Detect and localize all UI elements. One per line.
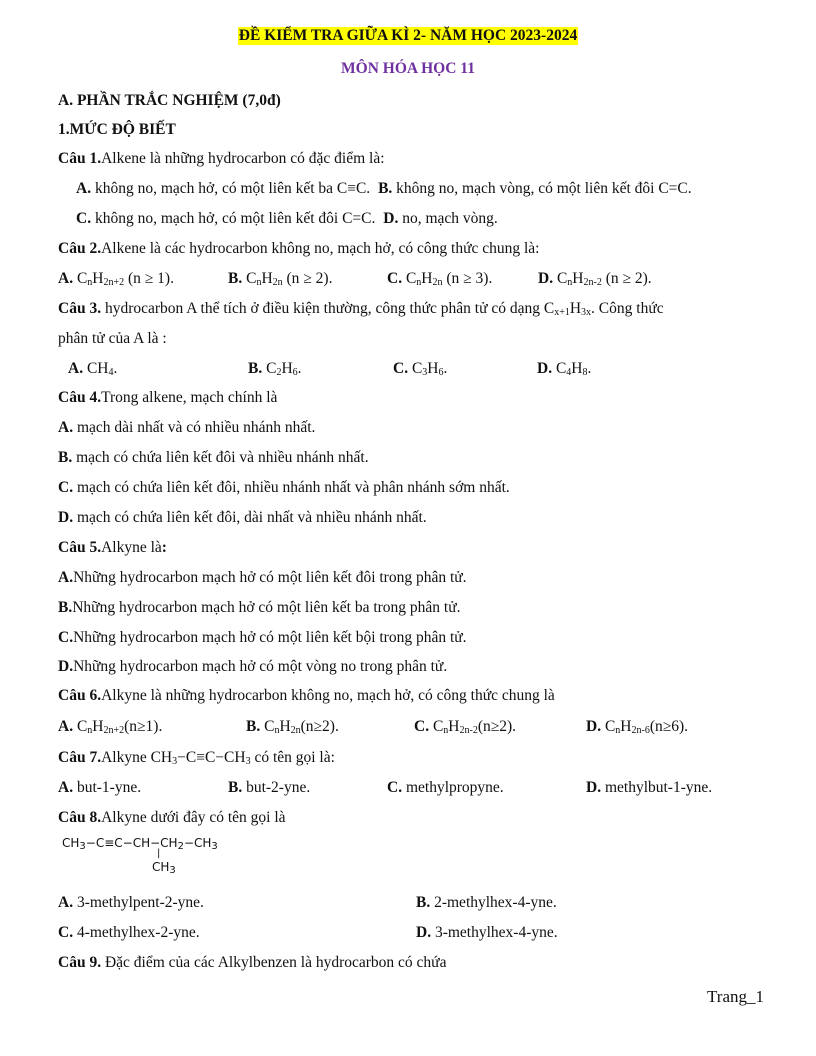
question-1 — [58, 150, 385, 168]
q8-option-d-label: D. — [416, 924, 432, 941]
q8-text: Alkyne dưới đây có tên gọi là — [101, 809, 286, 826]
q5-option-b — [58, 599, 461, 617]
structure-bond: | — [157, 848, 161, 859]
q8-option-d — [416, 924, 558, 942]
q1-option-d-label: D. — [383, 210, 399, 227]
q5-option-c-label: C. — [58, 629, 74, 646]
q1-label: Câu 1. — [58, 150, 102, 167]
q7-option-c — [387, 779, 504, 797]
q4-option-a-text: mạch dài nhất và có nhiều nhánh nhất. — [73, 419, 316, 436]
q2-option-b-label: B. — [228, 270, 243, 287]
question-4 — [58, 389, 277, 407]
q7-option-a-label: A. — [58, 779, 74, 796]
q8-option-c-text: 4-methylhex-2-yne. — [73, 924, 200, 941]
q4-option-d — [58, 509, 427, 527]
q4-option-b-label: B. — [58, 449, 73, 466]
q1-option-d: no, mạch vòng. — [398, 210, 498, 227]
q3-label: Câu 3. — [58, 300, 102, 317]
q1-option-c: không no, mạch hở, có một liên kết đôi C=C. — [91, 210, 376, 227]
q2-option-d-label: D. — [538, 270, 554, 287]
q4-text: Trong alkene, mạch chính là — [101, 389, 278, 406]
question-3: Câu 3. hydrocarbon A thể tích ở điều kiện thường, công thức phân tử có dạng $C_{x+1}H_{3x}$. Công thức — [58, 300, 664, 318]
q4-label: Câu 4. — [58, 389, 102, 406]
q6-option-b: B. $C_nH_{2n}(n\ge 2)$. — [246, 718, 339, 736]
question-9 — [58, 954, 446, 972]
q3-option-a-label: A. — [68, 360, 84, 377]
q5-option-a — [58, 569, 467, 587]
q5-option-d — [58, 658, 447, 676]
q5-option-b-text: Những hydrocarbon mạch hở có một liên kết ba trong phân tử. — [72, 599, 461, 616]
q4-option-b — [58, 449, 369, 467]
q3-text-line2: phân tử của A là : — [58, 330, 167, 347]
q8-option-d-text: 3-methylhex-4-yne. — [431, 924, 558, 941]
q4-option-d-text: mạch có chứa liên kết đôi, dài nhất và nhiều nhánh nhất. — [73, 509, 427, 526]
q4-option-c — [58, 479, 510, 497]
question-5 — [58, 539, 167, 557]
question-6 — [58, 687, 555, 705]
q1-text: Alkene là những hydrocarbon có đặc điểm là: — [101, 150, 385, 167]
q2-label: Câu 2. — [58, 240, 102, 257]
q1-option-b: không no, mạch vòng, có một liên kết đôi C=C. — [392, 180, 692, 197]
q7-option-d-text: methylbut-1-yne. — [601, 779, 713, 796]
q6-option-c-label: C. — [414, 718, 430, 735]
section-a-heading: A. PHẦN TRẮC NGHIỆM (7,0đ) — [58, 92, 281, 109]
q8-option-b — [416, 894, 557, 912]
q7-option-d-label: D. — [586, 779, 602, 796]
exam-title: ĐỀ KIỂM TRA GIỮA KÌ 2- NĂM HỌC 2023-2024 — [238, 27, 578, 44]
q5-option-b-label: B. — [58, 599, 73, 616]
q9-label: Câu 9. — [58, 954, 102, 971]
q3-option-d-label: D. — [537, 360, 553, 377]
structure-main-chain: $CH_3-C\equiv C-CH-CH_2-CH_3$ — [62, 836, 218, 852]
q7-option-a — [58, 779, 141, 797]
level-heading: 1.MỨC ĐỘ BIẾT — [58, 121, 176, 138]
q3-option-c: C. $C_3H_6$. — [393, 360, 448, 378]
q9-text: Đặc điểm của các Alkylbenzen là hydrocarbon có chứa — [101, 954, 447, 971]
q8-option-c-label: C. — [58, 924, 74, 941]
q5-option-c-text: Những hydrocarbon mạch hở có một liên kết bội trong phân tử. — [73, 629, 467, 646]
q5-text: Alkyne là — [101, 539, 162, 556]
q1-option-b-label: B. — [378, 180, 393, 197]
page-number: Trang_1 — [707, 987, 764, 1006]
q2-option-d: D. $C_nH_{2n-2}$ (n ≥ 2). — [538, 270, 652, 288]
q8-option-b-label: B. — [416, 894, 431, 911]
q7-option-b-label: B. — [228, 779, 243, 796]
q7-option-d — [586, 779, 712, 797]
q1-option-c-label: C. — [76, 210, 92, 227]
q5-option-c — [58, 629, 467, 647]
q4-option-c-label: C. — [58, 479, 74, 496]
q8-option-a — [58, 894, 204, 912]
q6-option-a-label: A. — [58, 718, 74, 735]
q6-text: Alkyne là những hydrocarbon không no, mạch hở, có công thức chung là — [101, 687, 555, 704]
q1-option-a-label: A. — [76, 180, 92, 197]
q7-option-b-text: but-2-yne. — [242, 779, 311, 796]
q2-text: Alkene là các hydrocarbon không no, mạch hở, có công thức chung là: — [101, 240, 540, 257]
q6-option-a: A. $C_nH_{2n+2}(n\ge 1)$. — [58, 718, 163, 736]
q1-option-a: không no, mạch hở, có một liên kết ba C≡C. — [91, 180, 371, 197]
q4-option-d-label: D. — [58, 509, 74, 526]
question-8 — [58, 809, 286, 827]
q7-label: Câu 7. — [58, 749, 102, 766]
q6-option-d-label: D. — [586, 718, 602, 735]
structural-formula — [62, 836, 282, 880]
question-2 — [58, 240, 539, 258]
q7-option-c-text: methylpropyne. — [402, 779, 504, 796]
q7-option-b — [228, 779, 310, 797]
q3-option-b: B. $C_2H_6$. — [248, 360, 302, 378]
structure-branch: $CH_3$ — [152, 860, 176, 876]
q3-option-d: D. $C_4H_8$. — [537, 360, 592, 378]
q5-colon: : — [161, 539, 167, 556]
q6-option-d: D. $C_nH_{2n-6}(n\ge 6)$. — [586, 718, 689, 736]
subject-title: MÔN HÓA HỌC 11 — [341, 60, 475, 77]
q3-option-b-label: B. — [248, 360, 263, 377]
q8-option-a-text: 3-methylpent-2-yne. — [73, 894, 204, 911]
q2-option-a-label: A. — [58, 270, 74, 287]
q8-option-a-label: A. — [58, 894, 74, 911]
q8-option-b-text: 2-methylhex-4-yne. — [430, 894, 557, 911]
q5-option-d-label: D. — [58, 658, 74, 675]
q8-option-c — [58, 924, 200, 942]
q2-option-c: C. $C_nH_{2n}$ (n ≥ 3). — [387, 270, 493, 288]
q5-option-d-text: Những hydrocarbon mạch hở có một vòng no trong phân tử. — [73, 658, 448, 675]
q5-label: Câu 5. — [58, 539, 102, 556]
q6-option-b-label: B. — [246, 718, 261, 735]
q4-option-a-label: A. — [58, 419, 74, 436]
title-container — [0, 27, 816, 45]
q4-option-b-text: mạch có chứa liên kết đôi và nhiều nhánh nhất. — [72, 449, 369, 466]
q2-option-b: B. $C_nH_{2n}$ (n ≥ 2). — [228, 270, 333, 288]
q4-option-c-text: mạch có chứa liên kết đôi, nhiều nhánh nhất và phân nhánh sớm nhất. — [73, 479, 510, 496]
q2-option-c-label: C. — [387, 270, 403, 287]
q4-option-a — [58, 419, 315, 437]
q5-option-a-label: A. — [58, 569, 74, 586]
q6-label: Câu 6. — [58, 687, 102, 704]
q3-option-a: A. $CH_4$. — [68, 360, 118, 378]
q2-option-a: A. $C_nH_{2n+2}$ (n ≥ 1). — [58, 270, 174, 288]
q1-options-row2 — [76, 210, 498, 228]
q6-option-c: C. $C_nH_{2n-2}(n\ge 2)$. — [414, 718, 517, 736]
q5-option-a-text: Những hydrocarbon mạch hở có một liên kết đôi trong phân tử. — [73, 569, 467, 586]
q3-option-c-label: C. — [393, 360, 409, 377]
q1-options-row1 — [76, 180, 692, 198]
question-7: Câu 7.Alkyne $CH_3-C\equiv C-CH_3$ có tên gọi là: — [58, 749, 335, 767]
q7-option-a-text: but-1-yne. — [73, 779, 142, 796]
q8-label: Câu 8. — [58, 809, 102, 826]
q7-option-c-label: C. — [387, 779, 403, 796]
